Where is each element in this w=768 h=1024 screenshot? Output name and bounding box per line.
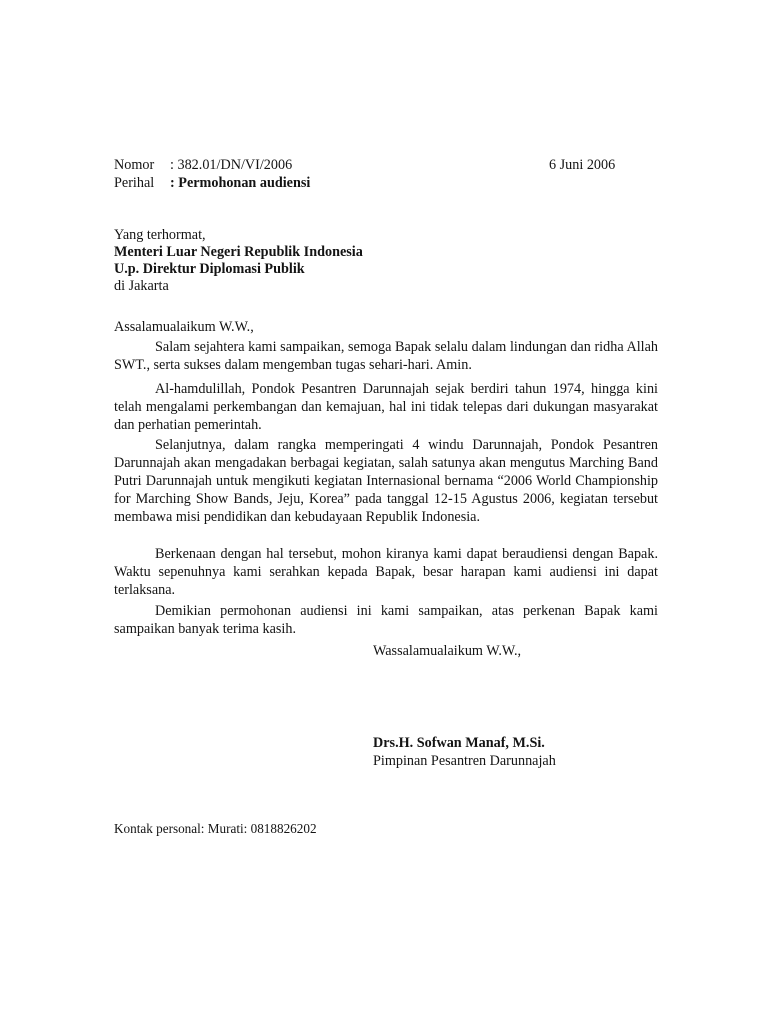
- recipient-line-1: Menteri Luar Negeri Republik Indonesia: [114, 244, 363, 260]
- letter-date: 6 Juni 2006: [549, 157, 616, 173]
- recipient-line-2: U.p. Direktur Diplomasi Publik: [114, 261, 305, 277]
- nomor-row: [114, 156, 292, 174]
- signatory-name: Drs.H. Sofwan Manaf, M.Si.: [373, 735, 545, 751]
- nomor-label: Nomor: [114, 157, 155, 173]
- contact-info: Kontak personal: Murati: 0818826202: [114, 821, 317, 836]
- body-paragraph: Demikian permohonan audiensi ini kami sampaikan, atas perkenan Bapak kami sampaikan banyak terima kasih.: [114, 603, 658, 637]
- perihal-label: Perihal: [114, 175, 155, 191]
- nomor-value: : 382.01/DN/VI/2006: [170, 157, 293, 173]
- body-paragraph: Salam sejahtera kami sampaikan, semoga Bapak selalu dalam lindungan dan ridha Allah SWT., serta sukses dalam mengemban tugas sehari-hari. Amin.: [114, 339, 658, 373]
- body-paragraph: Al-hamdulillah, Pondok Pesantren Darunnajah sejak berdiri tahun 1974, hingga kini telah mengalami perkembangan dan kemajuan, hal ini tidak telepas dari dukungan masyarakat dan perhatian pemerintah.: [114, 381, 658, 433]
- body-paragraph: Selanjutnya, dalam rangka memperingati 4 windu Darunnajah, Pondok Pesantren Darunnajah akan mengadakan berbagai kegiatan, salah satunya akan mengutus Marching Band Putri Darunnajah untuk mengikuti kegiatan Internasional bernama “2006 World Championship for Marching Show Bands, Jeju, Korea” pada tanggal 12-15 Agustus 2006, kegiatan tersebut membawa misi pendidikan dan kebudayaan Republik Indonesia.: [114, 437, 658, 525]
- perihal-value: : Permohonan audiensi: [170, 175, 311, 191]
- greeting: Assalamualaikum W.W.,: [114, 319, 254, 335]
- closing-salutation: Wassalamualaikum W.W.,: [373, 643, 522, 659]
- perihal-row: [114, 174, 310, 192]
- recipient-line-3: di Jakarta: [114, 278, 169, 294]
- signatory-title: Pimpinan Pesantren Darunnajah: [373, 753, 556, 769]
- body-paragraph: Berkenaan dengan hal tersebut, mohon kiranya kami dapat beraudiensi dengan Bapak. Waktu sepenuhnya kami serahkan kepada Bapak, besar harapan kami audiensi ini dapat terlaksana.: [114, 546, 658, 598]
- recipient-salutation: Yang terhormat,: [114, 227, 206, 243]
